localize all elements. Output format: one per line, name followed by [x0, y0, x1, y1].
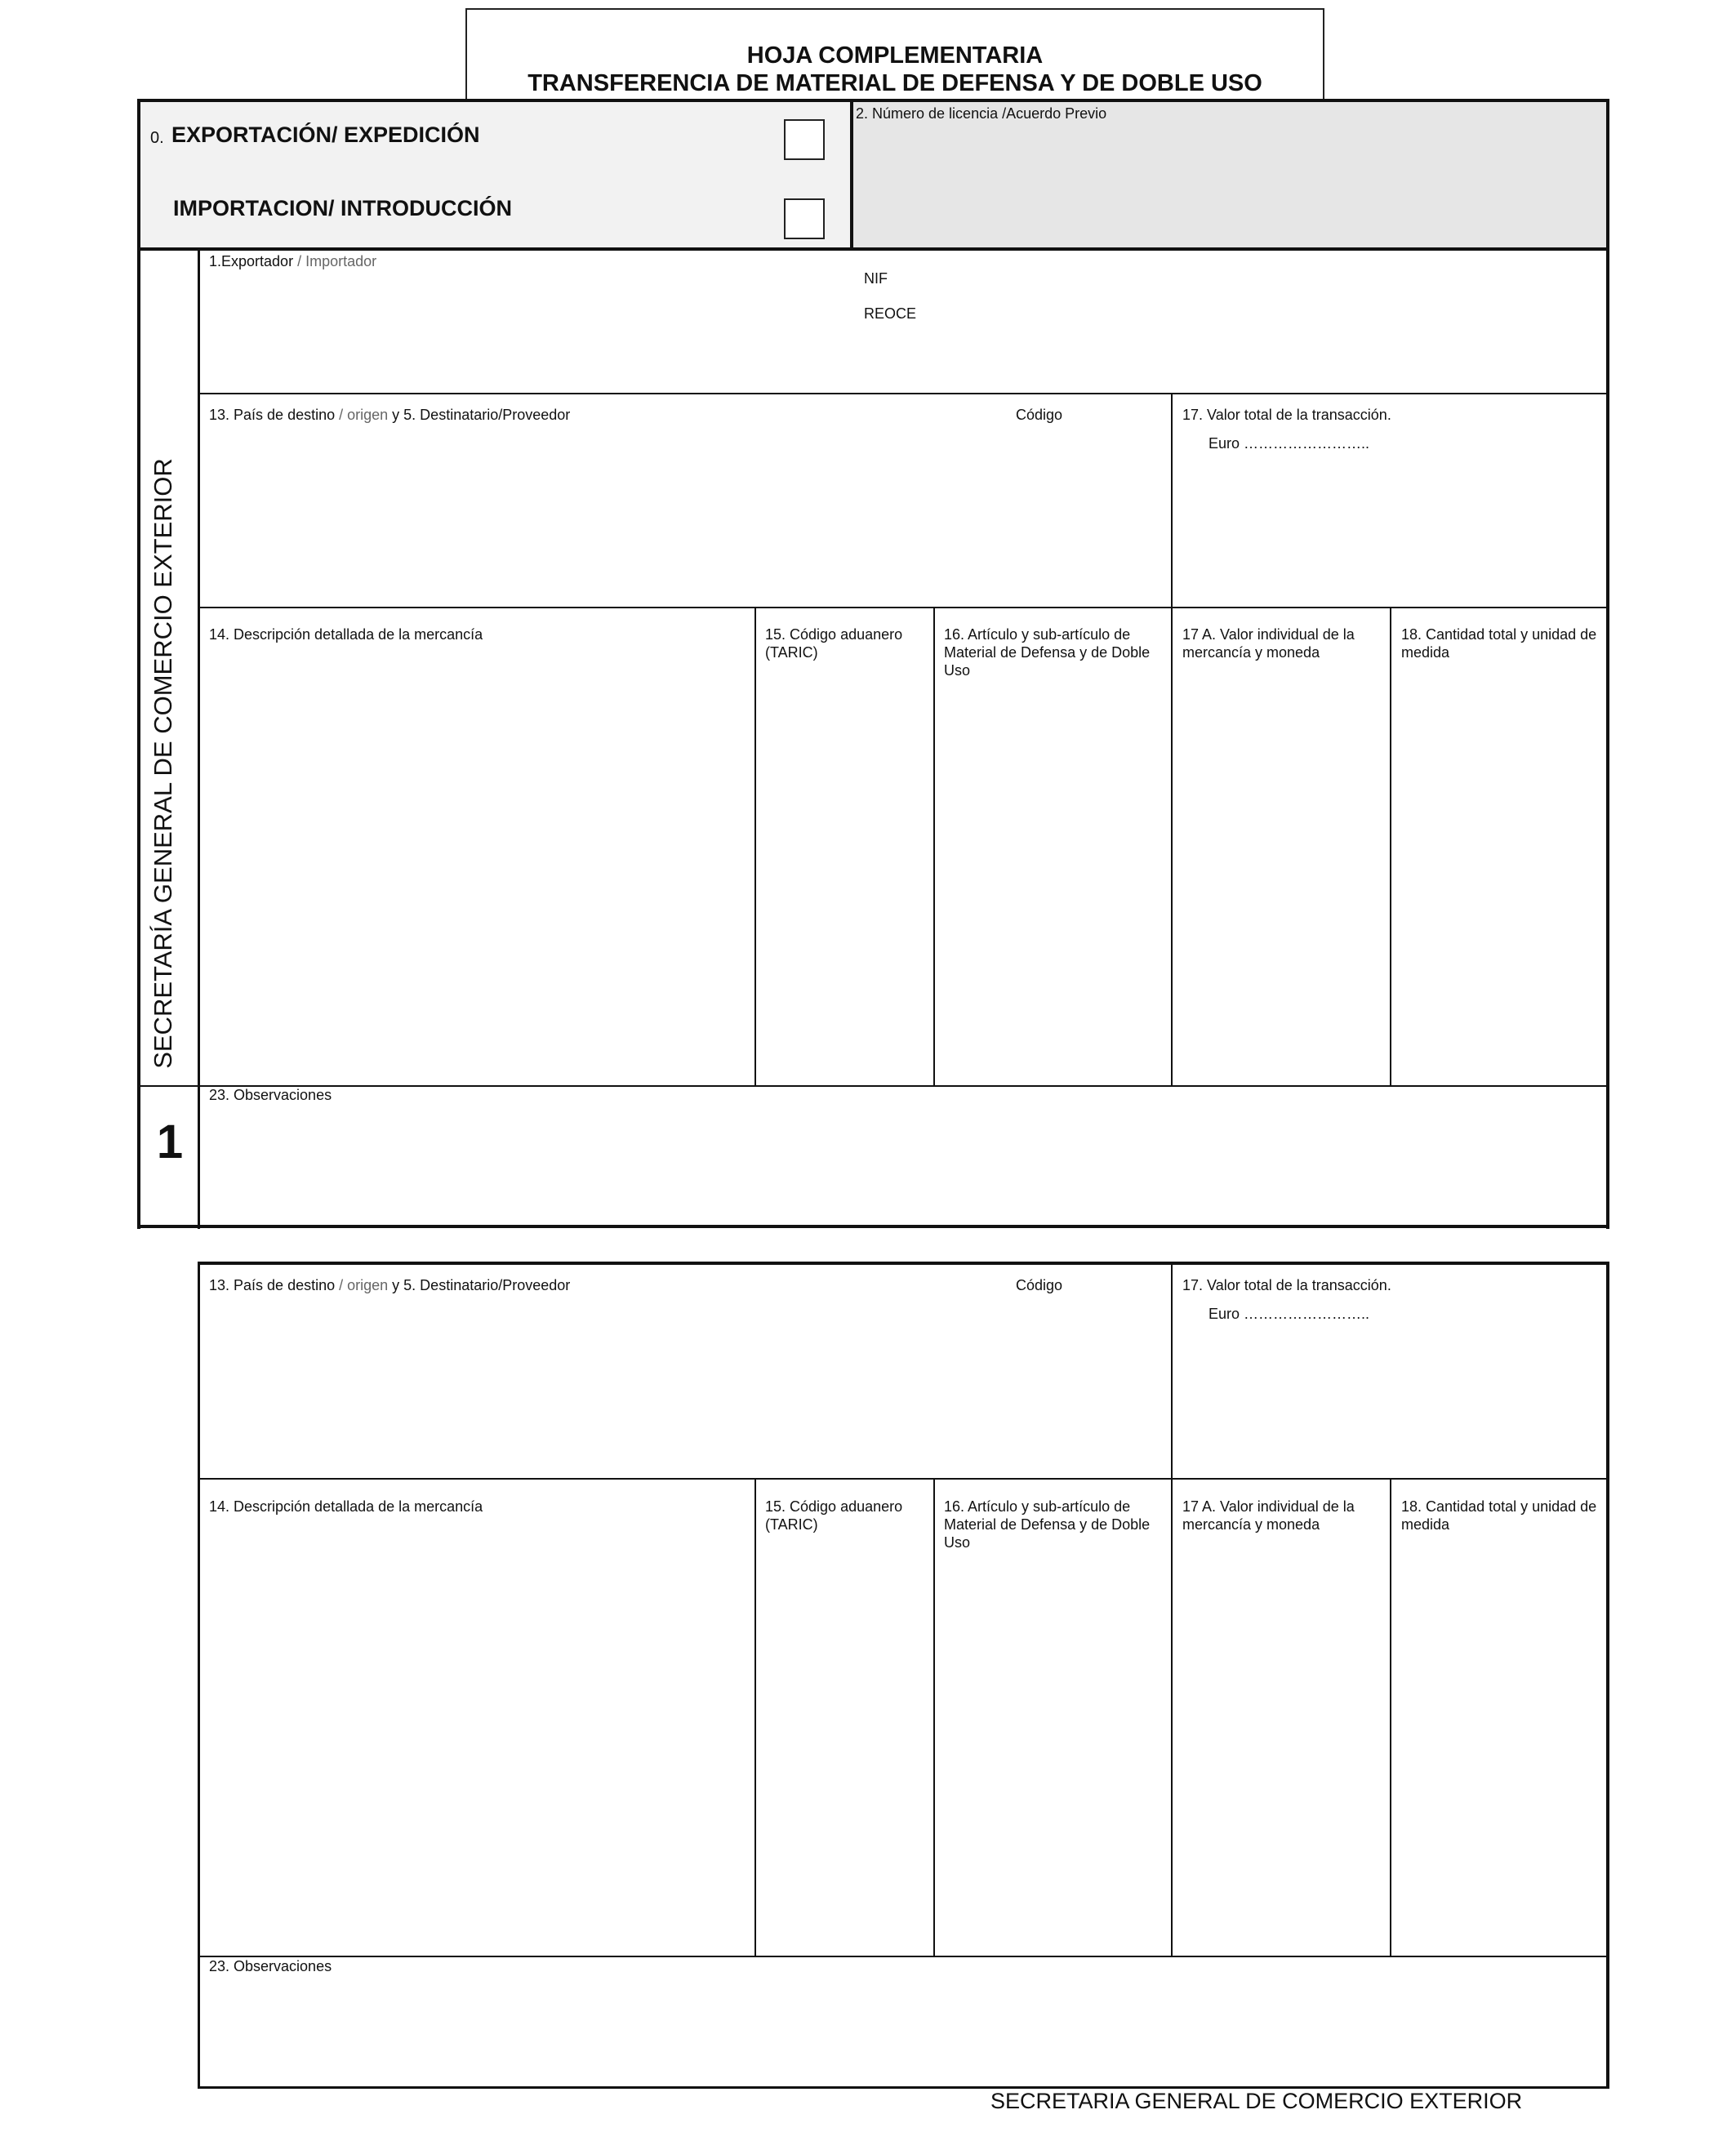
side-vertical-text: SECRETARÍA GENERAL DE COMERCIO EXTERIOR [149, 458, 177, 1069]
customs-code-label: 15. Código aduanero (TARIC) [765, 626, 903, 661]
code-label: Código [1016, 1277, 1063, 1293]
export-checkbox[interactable] [784, 119, 825, 160]
divider [198, 247, 200, 1229]
license-number-label: 2. Número de licencia /Acuerdo Previo [856, 105, 1107, 122]
divider [137, 1085, 1609, 1087]
divider [1171, 1263, 1173, 1956]
form-subtitle: TRANSFERENCIA DE MATERIAL DE DEFENSA Y DE DOBLE USO [527, 70, 1262, 96]
divider [137, 1225, 1609, 1228]
divider [198, 393, 1608, 394]
section-0-number: 0. [150, 129, 164, 147]
copy-number: 1 [156, 1115, 184, 1168]
description-label: 14. Descripción detallada de la mercancía [209, 626, 483, 643]
divider [754, 1478, 756, 1956]
exporter-label-main: 1.Exportador [209, 253, 294, 269]
divider [198, 1262, 1609, 1265]
import-checkbox[interactable] [784, 198, 825, 239]
unit-value-label: 17 A. Valor individual de la mercancía y moneda [1182, 626, 1355, 661]
divider [198, 1262, 200, 2089]
country-label: 13. País de destino [209, 407, 336, 423]
total-value-label: 17. Valor total de la transacción. [1182, 1277, 1391, 1293]
divider [198, 1956, 1608, 1957]
divider [754, 607, 756, 1087]
divider [1390, 607, 1391, 1087]
article-label: 16. Artículo y sub-artículo de Material de Defensa y de Doble Uso [944, 626, 1151, 679]
import-option-label: IMPORTACION/ INTRODUCCIÓN [173, 196, 512, 220]
observations-label: 23. Observaciones [209, 1087, 332, 1103]
divider [933, 607, 935, 1087]
divider [850, 99, 853, 251]
article-label: 16. Artículo y sub-artículo de Material de Defensa y de Doble Uso [944, 1498, 1151, 1551]
country-recipient-label [209, 406, 570, 424]
importer-label: / Importador [297, 253, 377, 269]
divider [1171, 393, 1173, 1087]
quantity-label: 18. Cantidad total y unidad de medida [1401, 1498, 1597, 1533]
observations-label: 23. Observaciones [209, 1958, 332, 1974]
origin-label: / origen [339, 1277, 389, 1293]
form-title: HOJA COMPLEMENTARIA [746, 42, 1044, 69]
euro-label: Euro …………………….. [1209, 435, 1370, 452]
footer-text: SECRETARIA GENERAL DE COMERCIO EXTERIOR [990, 2089, 1523, 2113]
exporter-label [209, 252, 376, 270]
country-recipient-label [209, 1276, 570, 1294]
divider [1606, 1262, 1609, 2089]
divider [137, 247, 1609, 251]
reoce-label: REOCE [864, 305, 917, 322]
nif-label: NIF [864, 270, 888, 287]
export-option-label: EXPORTACIÓN/ EXPEDICIÓN [171, 122, 480, 147]
divider [137, 99, 140, 1229]
divider [198, 2086, 1609, 2089]
recipient-label: y 5. Destinatario/Proveedor [388, 407, 571, 423]
divider [137, 99, 1609, 102]
total-value-label: 17. Valor total de la transacción. [1182, 407, 1391, 423]
divider [933, 1478, 935, 1956]
customs-code-label: 15. Código aduanero (TARIC) [765, 1498, 903, 1533]
recipient-label: y 5. Destinatario/Proveedor [388, 1277, 571, 1293]
euro-label: Euro …………………….. [1209, 1306, 1370, 1322]
divider [198, 607, 1608, 608]
quantity-label: 18. Cantidad total y unidad de medida [1401, 626, 1597, 661]
country-label: 13. País de destino [209, 1277, 336, 1293]
divider [1390, 1478, 1391, 1956]
divider [198, 1478, 1608, 1480]
code-label: Código [1016, 407, 1063, 423]
description-label: 14. Descripción detallada de la mercancía [209, 1498, 483, 1515]
unit-value-label: 17 A. Valor individual de la mercancía y moneda [1182, 1498, 1355, 1533]
origin-label: / origen [339, 407, 389, 423]
divider [1606, 99, 1609, 1229]
